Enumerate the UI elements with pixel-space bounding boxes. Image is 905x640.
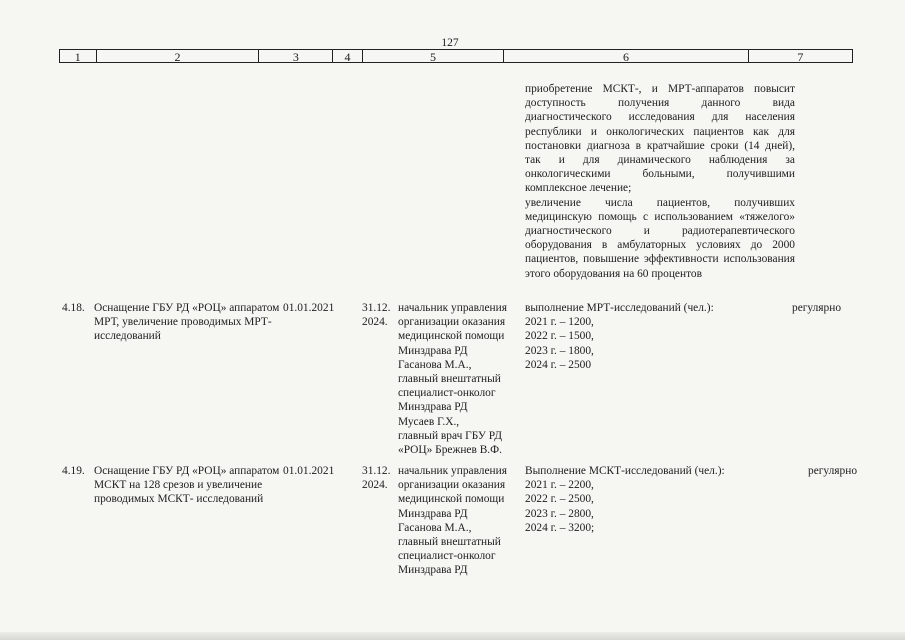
- measure-name: Оснащение ГБУ РД «РОЦ» аппаратом МСКТ на 128 срезов и увеличение проводимых МСКТ- исследований: [94, 465, 280, 506]
- responsible-line: медицинской помощи: [398, 493, 505, 506]
- column-header-4: 4: [333, 50, 362, 62]
- end-date-line: 31.12.: [362, 465, 391, 477]
- column-header-2: 2: [97, 50, 260, 62]
- responsible-line: Минздрава РД: [398, 507, 468, 520]
- column-header-1: 1: [60, 50, 97, 62]
- responsible-line: медицинской помощи: [398, 330, 505, 343]
- scan-bottom-edge: [0, 632, 905, 640]
- end-date-line: 2024.: [362, 316, 388, 329]
- measure-name: Оснащение ГБУ РД «РОЦ» аппаратом МРТ, увеличение проводимых МРТ-исследований: [94, 302, 280, 343]
- responsible-line: начальник управления: [398, 302, 507, 314]
- responsible-line: «РОЦ» Брежнев В.Ф.: [398, 444, 502, 457]
- responsible-line: Мусаев Г.Х.,: [398, 415, 460, 428]
- responsible-line: Минздрава РД: [398, 401, 468, 414]
- indicator-line: 2023 г. – 2800,: [525, 507, 594, 520]
- table-header-row: [59, 49, 853, 63]
- responsible-line: Гасанова М.А.,: [398, 521, 472, 534]
- responsible-line: Минздрава РД: [398, 344, 468, 357]
- indicator-line: 2023 г. – 1800,: [525, 344, 594, 357]
- continued-indicator-text: [525, 82, 795, 281]
- row-number: 4.19.: [62, 465, 85, 477]
- indicator-line: 2021 г. – 1200,: [525, 316, 594, 329]
- row-number: 4.18.: [62, 302, 85, 314]
- column-header-6: 6: [504, 50, 749, 62]
- continuation-paragraph: приобретение МСКТ-, и МРТ-аппаратов повысит доступность получения данного вида диагностического исследования для населения республики и онкологических пациентов как для постановки диагноза в кратчайшие сроки (14 дней), так и для динамического наблюдения за онкологическими больными, получившими комплексное лечение;: [525, 83, 795, 195]
- end-date: [362, 301, 402, 329]
- responsible-line: организации оказания: [398, 316, 506, 329]
- target-indicator: [525, 464, 805, 535]
- frequency: регулярно: [808, 465, 858, 477]
- indicator-line: 2021 г. – 2200,: [525, 479, 594, 492]
- responsible-line: организации оказания: [398, 479, 506, 492]
- responsible-line: главный врач ГБУ РД: [398, 429, 503, 442]
- indicator-line: Выполнение МСКТ-исследований (чел.):: [525, 465, 725, 477]
- responsible-line: начальник управления: [398, 465, 507, 477]
- column-header-3: 3: [259, 50, 333, 62]
- indicator-line: 2024 г. – 2500: [525, 358, 592, 371]
- indicator-line: 2022 г. – 2500,: [525, 493, 594, 506]
- indicator-line: выполнение МРТ-исследований (чел.):: [525, 302, 714, 314]
- responsible-line: специалист-онколог: [398, 550, 496, 563]
- column-header-5: 5: [363, 50, 504, 62]
- responsible-line: Минздрава РД: [398, 564, 468, 577]
- frequency: регулярно: [792, 302, 842, 314]
- indicator-line: 2024 г. – 3200;: [525, 521, 595, 534]
- target-indicator: [525, 301, 805, 372]
- responsible-line: главный внештатный: [398, 536, 501, 549]
- responsible-line: Гасанова М.А.,: [398, 358, 472, 371]
- responsible-line: специалист-онколог: [398, 387, 496, 400]
- end-date: [362, 464, 402, 492]
- responsible-line: главный внештатный: [398, 373, 501, 386]
- column-header-7: 7: [797, 50, 804, 64]
- end-date-line: 2024.: [362, 479, 388, 492]
- responsible-executors: [398, 301, 533, 457]
- page-number: 127: [441, 37, 459, 49]
- start-date: 01.01.2021: [283, 465, 335, 477]
- indicator-line: 2022 г. – 1500,: [525, 330, 594, 343]
- start-date: 01.01.2021: [283, 302, 335, 314]
- end-date-line: 31.12.: [362, 302, 391, 314]
- continuation-paragraph: увеличение числа пациентов, получивших медицинскую помощь с использованием «тяжелого» диагностического и радиотерапевтического оборудования в амбулаторных условиях до 2000 пациентов, повышение эффективности использования этого оборудования на 60 процентов: [525, 196, 795, 280]
- responsible-executors: [398, 464, 533, 578]
